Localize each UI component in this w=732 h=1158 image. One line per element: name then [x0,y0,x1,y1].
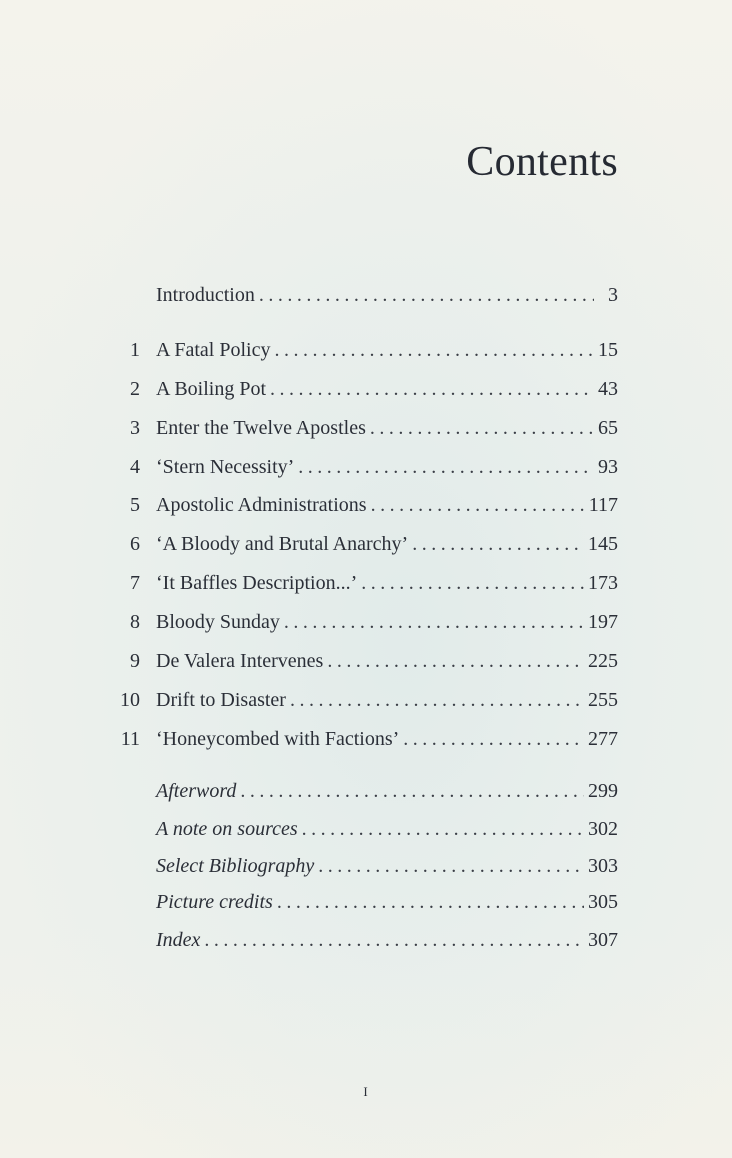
toc-entry-title: De Valera Intervenes [156,650,324,672]
toc-entry-title: Introduction [156,284,255,306]
toc-entry-number: 9 [130,650,140,672]
dot-leader [371,491,585,519]
toc-entry-number: 8 [130,611,140,633]
toc-entry-page: 173 [588,572,618,594]
toc-entry-page: 93 [598,456,618,478]
toc-entry-page: 299 [588,780,618,802]
toc-entry-chapter [110,725,618,753]
dot-leader [327,647,584,675]
toc-entry-title: Index [156,929,201,951]
dot-leader [277,888,584,916]
dot-leader [412,530,584,558]
toc-entry-number: 6 [130,533,140,555]
dot-leader [284,608,584,636]
toc-entry-chapter [110,608,618,636]
toc-entry-page: 197 [588,611,618,633]
toc-entry-title: Picture credits [156,891,273,913]
toc-entry-page: 117 [588,494,618,516]
toc-entry-page: 145 [588,533,618,555]
dot-leader [259,281,594,309]
toc-entry-number: 11 [120,728,140,750]
toc-entry-title: A Fatal Policy [156,339,271,361]
toc-entry-title: Drift to Disaster [156,689,286,711]
dot-leader [298,453,594,481]
toc-entry-chapter [110,569,618,597]
toc-entry-page: 255 [588,689,618,711]
toc-entry-back-matter [110,888,618,916]
toc-entry-chapter [110,414,618,442]
dot-leader [240,777,584,805]
toc-entry-page: 277 [588,728,618,750]
toc-entry-number: 7 [130,572,140,594]
toc-entry-title: ‘A Bloody and Brutal Anarchy’ [156,533,409,555]
toc-entry-chapter [110,375,618,403]
dot-leader [290,686,584,714]
toc-entry-title: Select Bibliography [156,855,315,877]
toc-entry-page: 302 [588,818,618,840]
toc-entry-number: 3 [130,417,140,439]
toc-entry-chapter [110,686,618,714]
toc-entry-page: 225 [588,650,618,672]
page-number: I [363,1084,369,1099]
dot-leader [361,569,584,597]
toc-entry-number: 1 [130,339,140,361]
toc-entry-number: 4 [130,456,140,478]
toc-entry-title: A Boiling Pot [156,378,267,400]
toc-entry-title: Apostolic Administrations [156,494,367,516]
dot-leader [370,414,594,442]
toc-entry-title: Bloody Sunday [156,611,280,633]
dot-leader [403,725,584,753]
dot-leader [302,815,584,843]
toc-entry-back-matter [110,777,618,805]
toc-entry-chapter [110,491,618,519]
toc-entry-page: 303 [588,855,618,877]
toc-entry-number: 2 [130,378,140,400]
toc-entry-page: 307 [588,929,618,951]
dot-leader [274,336,594,364]
toc-entry-page: 43 [598,378,618,400]
toc-entry-title: ‘It Baffles Description...’ [156,572,358,594]
dot-leader [318,852,584,880]
page-title: Contents [466,139,618,185]
toc-entry-chapter [110,647,618,675]
dot-leader [204,926,584,954]
toc-entry-chapter [110,453,618,481]
toc-entry-page: 65 [598,417,618,439]
toc-entry-introduction [110,281,618,309]
toc-entry-chapter [110,530,618,558]
toc-entry-title: ‘Honeycombed with Factions’ [156,728,400,750]
dot-leader [270,375,594,403]
toc-entry-title: ‘Stern Necessity’ [156,456,295,478]
toc-entry-page: 305 [588,891,618,913]
toc-entry-number: 5 [130,494,140,516]
toc-entry-chapter [110,336,618,364]
toc-entry-back-matter [110,815,618,843]
toc-entry-back-matter [110,852,618,880]
toc-entry-page: 3 [608,284,618,306]
toc-entry-back-matter [110,926,618,954]
toc-entry-number: 10 [120,689,140,711]
toc-entry-title: Afterword [156,780,237,802]
toc-entry-title: Enter the Twelve Apostles [156,417,366,439]
toc-entry-title: A note on sources [156,818,298,840]
toc-entry-page: 15 [598,339,618,361]
